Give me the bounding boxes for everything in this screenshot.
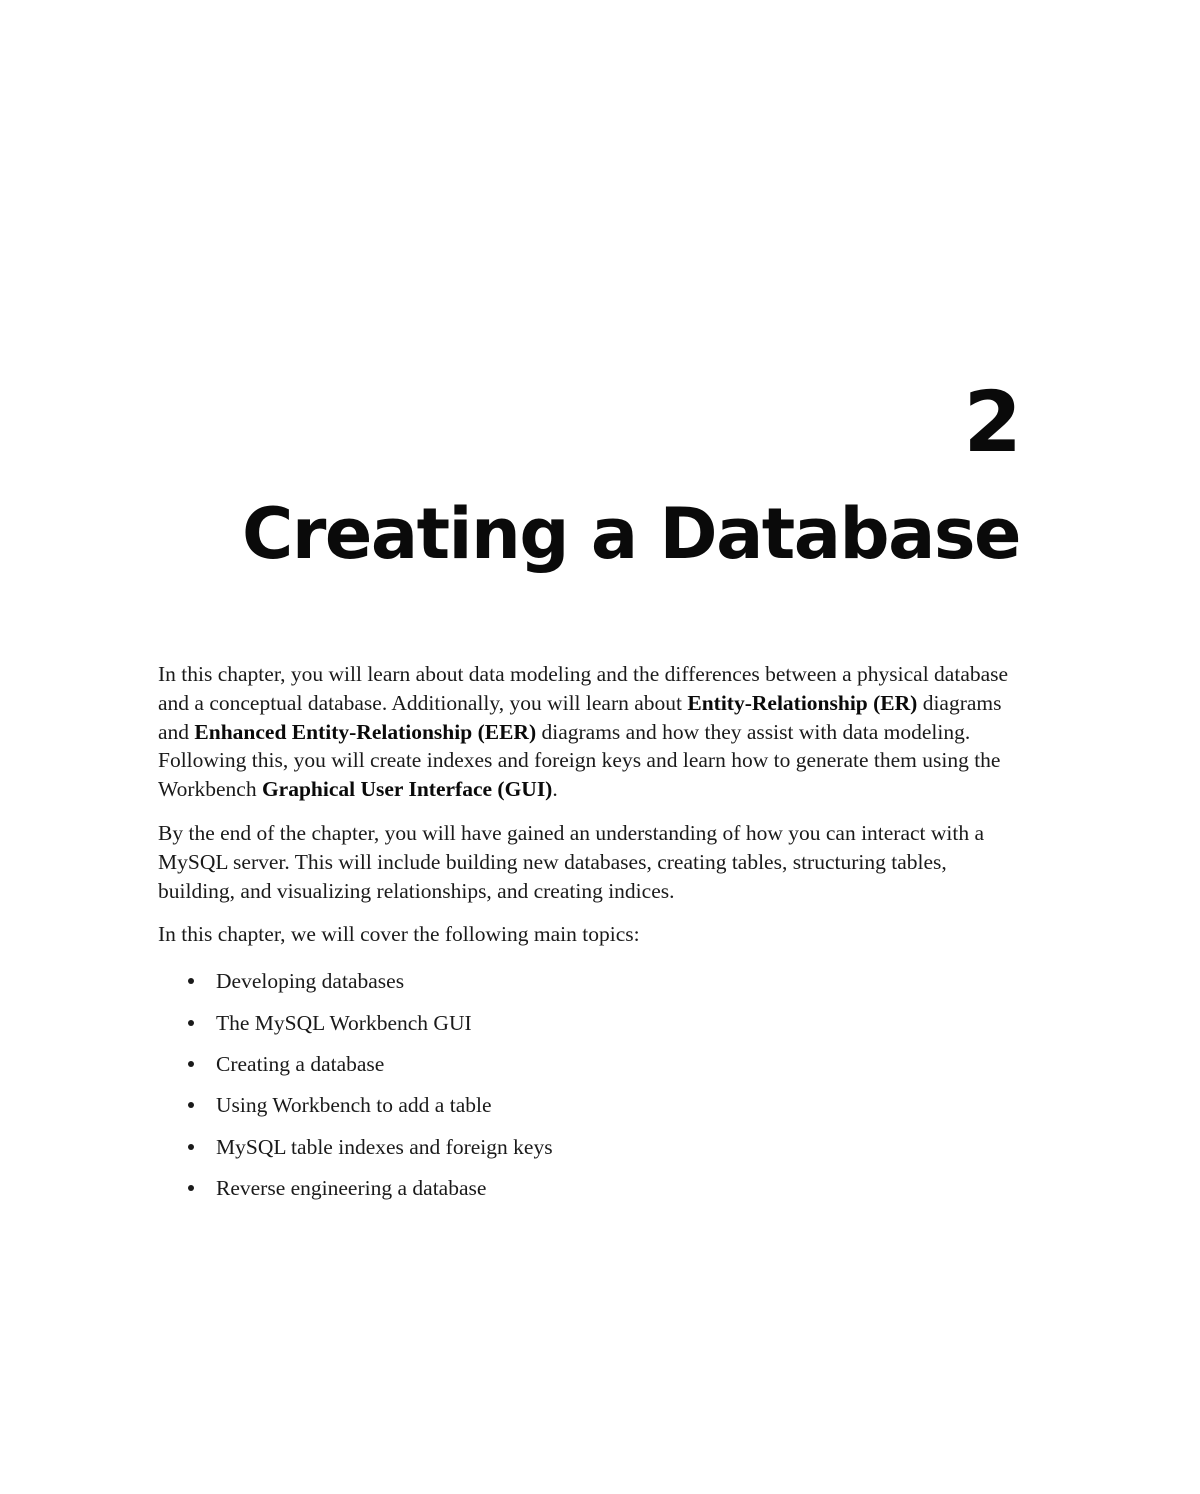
list-item: [158, 1009, 1028, 1050]
intro-paragraph-3: In this chapter, we will cover the following main topics:: [158, 922, 640, 947]
intro-paragraph-2: By the end of the chapter, you will have gained an understanding of how you can interact with a MySQL server. This will include building new databases, creating tables, structuring tables, building, and visualizing relationships, and creating indices.: [158, 820, 985, 903]
topic-label: Creating a database: [216, 1051, 385, 1076]
term-graphical-user-interface: Graphical User Interface: [261, 777, 493, 802]
chapter-number: 2: [963, 373, 1020, 471]
topic-label: Reverse engineering a database: [216, 1176, 487, 1201]
chapter-body: [158, 660, 1028, 1216]
topic-label: Using Workbench to add a table: [216, 1093, 492, 1118]
term-eer: (EER): [477, 719, 537, 744]
bullet-icon: [188, 978, 194, 984]
text-run: In this chapter, you will learn about data modeling and the differences between a physical database and a conceptual database. Additionally, you will learn about: [158, 662, 1009, 715]
bullet-icon: [188, 1061, 194, 1067]
text-run: .: [552, 777, 558, 802]
term-gui: (GUI): [497, 777, 553, 802]
list-item: [158, 1050, 1028, 1091]
topic-label: Developing databases: [216, 969, 405, 994]
bullet-icon: [188, 1144, 194, 1150]
term-enhanced-entity-relationship: Enhanced Entity-Relationship: [194, 719, 473, 744]
list-item: [158, 1174, 1028, 1215]
list-item: [158, 967, 1028, 1008]
list-item: [158, 1133, 1028, 1174]
text-run: diagrams and how they assist with data modeling. Following this, you will create indexes and foreign keys and learn how to generate them using the Workbench: [158, 719, 1001, 802]
topics-list: [158, 967, 1028, 1215]
list-item: [158, 1091, 1028, 1132]
chapter-title: Creating a Database: [241, 493, 1020, 575]
term-er: (ER): [873, 690, 918, 715]
text-run: diagrams and: [158, 690, 1002, 744]
term-entity-relationship: Entity-Relationship: [687, 690, 868, 715]
topic-label: MySQL table indexes and foreign keys: [216, 1134, 553, 1159]
bullet-icon: [188, 1185, 194, 1191]
bullet-icon: [188, 1102, 194, 1108]
topic-label: The MySQL Workbench GUI: [216, 1010, 472, 1035]
bullet-icon: [188, 1020, 194, 1026]
intro-paragraph-1: [158, 660, 1028, 804]
